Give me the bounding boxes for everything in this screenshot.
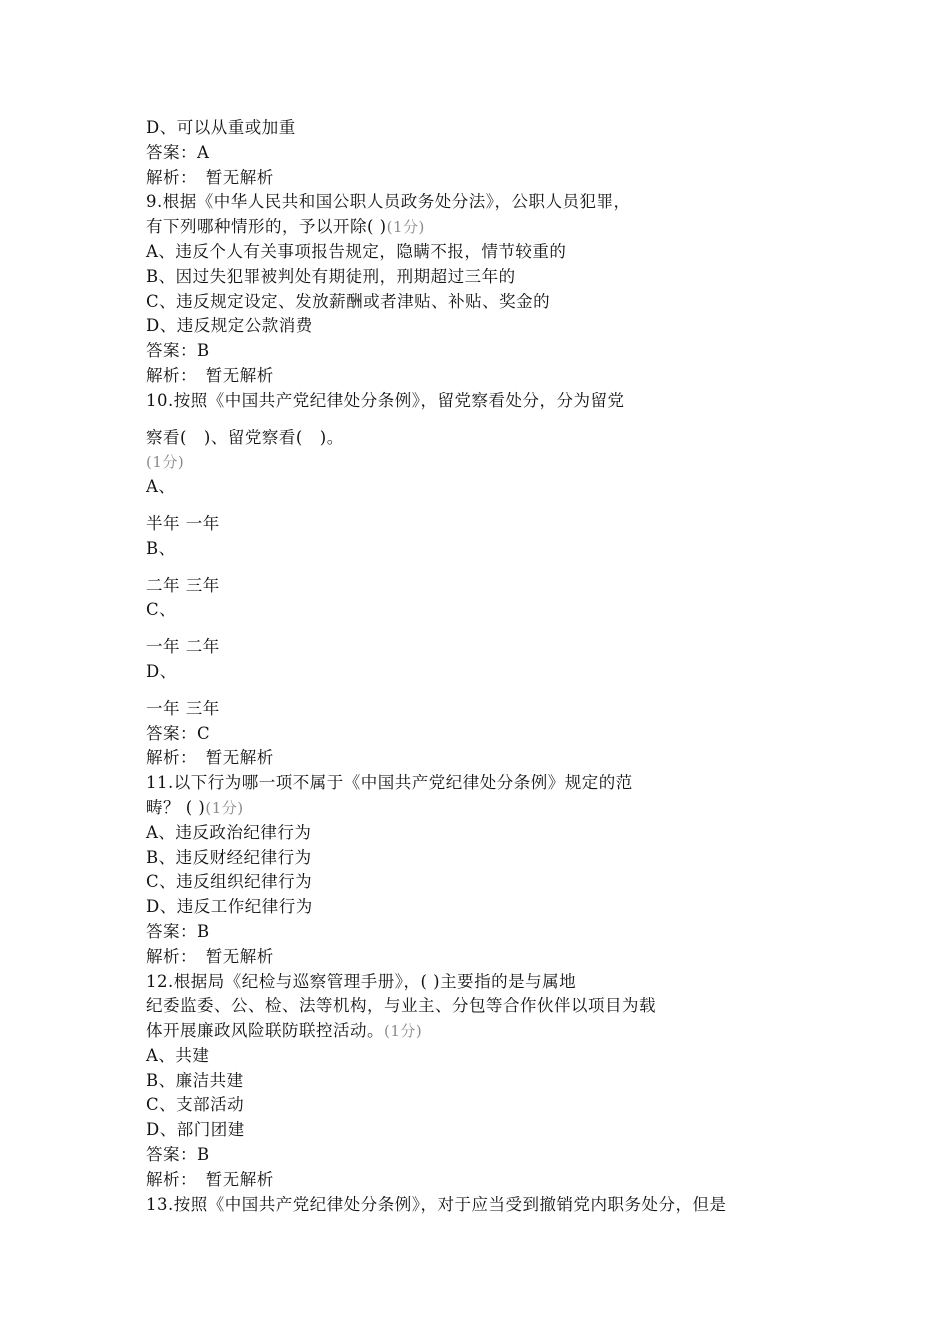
q9-option-b: B、因过失犯罪被判处有期徒刑，刑期超过三年的 [146,266,516,286]
document-page [146,116,846,1217]
q12-option-c: C、支部活动 [146,1095,245,1115]
q12-question-line3 [146,1019,846,1044]
q9-option-c: C、违反规定设定、发放薪酬或者津贴、补贴、奖金的 [146,291,551,311]
q12-option-b: B、廉洁共建 [146,1070,244,1090]
q11-question-line2 [146,796,846,821]
q12-analysis: 解析： 暂无解析 [146,1169,274,1189]
q12-answer: 答案：B [146,1145,210,1165]
q10-question-line2: 察看( )、留党察看( )。 [146,427,344,447]
q11-option-b: B、违反财经纪律行为 [146,847,312,867]
q12-option-d: D、部门团建 [146,1120,245,1140]
q10-option-d-text: 一年 三年 [146,698,220,718]
q8-answer: 答案：A [146,142,210,162]
q9-question-text: 有下列哪种情形的，予以开除( ) [146,217,387,237]
q9-score: (1分) [386,218,425,237]
q13-question-line1: 13.按照《中国共产党纪律处分条例》，对于应当受到撤销党内职务处分，但是 [146,1194,727,1214]
q10-option-a-text: 半年 一年 [146,513,220,533]
q10-option-c-text: 一年 二年 [146,637,220,657]
q12-question-text: 体开展廉政风险联防联控活动。 [146,1021,384,1041]
q11-question-line1: 11.以下行为哪一项不属于《中国共产党纪律处分条例》规定的范 [146,773,633,793]
q12-option-a: A、共建 [146,1045,210,1065]
q10-question-line1: 10.按照《中国共产党纪律处分条例》，留党察看处分，分为留党 [146,390,625,410]
q11-answer: 答案：B [146,921,210,941]
q10-option-b-text: 二年 三年 [146,575,220,595]
q12-question-line2: 纪委监委、公、检、法等机构，与业主、分包等合作伙伴以项目为载 [146,996,656,1016]
q10-option-a-label: A、 [146,477,176,497]
q12-question-line1: 12.根据局《纪检与巡察管理手册》，( )主要指的是与属地 [146,971,577,991]
q10-option-c-label: C、 [146,600,177,620]
q12-score: (1分) [384,1022,423,1041]
q9-question-line2 [146,215,846,240]
q10-option-b-label: B、 [146,538,176,558]
q9-answer: 答案：B [146,341,210,361]
q11-question-text: 畴？ ( ) [146,797,206,817]
q10-score: (1分) [146,453,185,472]
q11-analysis: 解析： 暂无解析 [146,946,274,966]
q9-question-line1: 9.根据《中华人民共和国公职人员政务处分法》，公职人员犯罪， [146,192,631,212]
q8-analysis: 解析： 暂无解析 [146,167,274,187]
q11-score: (1分) [205,798,244,817]
q11-option-a: A、违反政治纪律行为 [146,822,312,842]
q9-analysis: 解析： 暂无解析 [146,365,274,385]
q10-answer: 答案：C [146,723,211,743]
q9-option-a: A、违反个人有关事项报告规定，隐瞒不报，情节较重的 [146,241,567,261]
q11-option-d: D、违反工作纪律行为 [146,897,313,917]
q8-option-d: D、可以从重或加重 [146,118,296,137]
q9-option-d: D、违反规定公款消费 [146,316,313,336]
q10-analysis: 解析： 暂无解析 [146,748,274,768]
q10-option-d-label: D、 [146,661,177,681]
q11-option-c: C、违反组织纪律行为 [146,872,313,892]
